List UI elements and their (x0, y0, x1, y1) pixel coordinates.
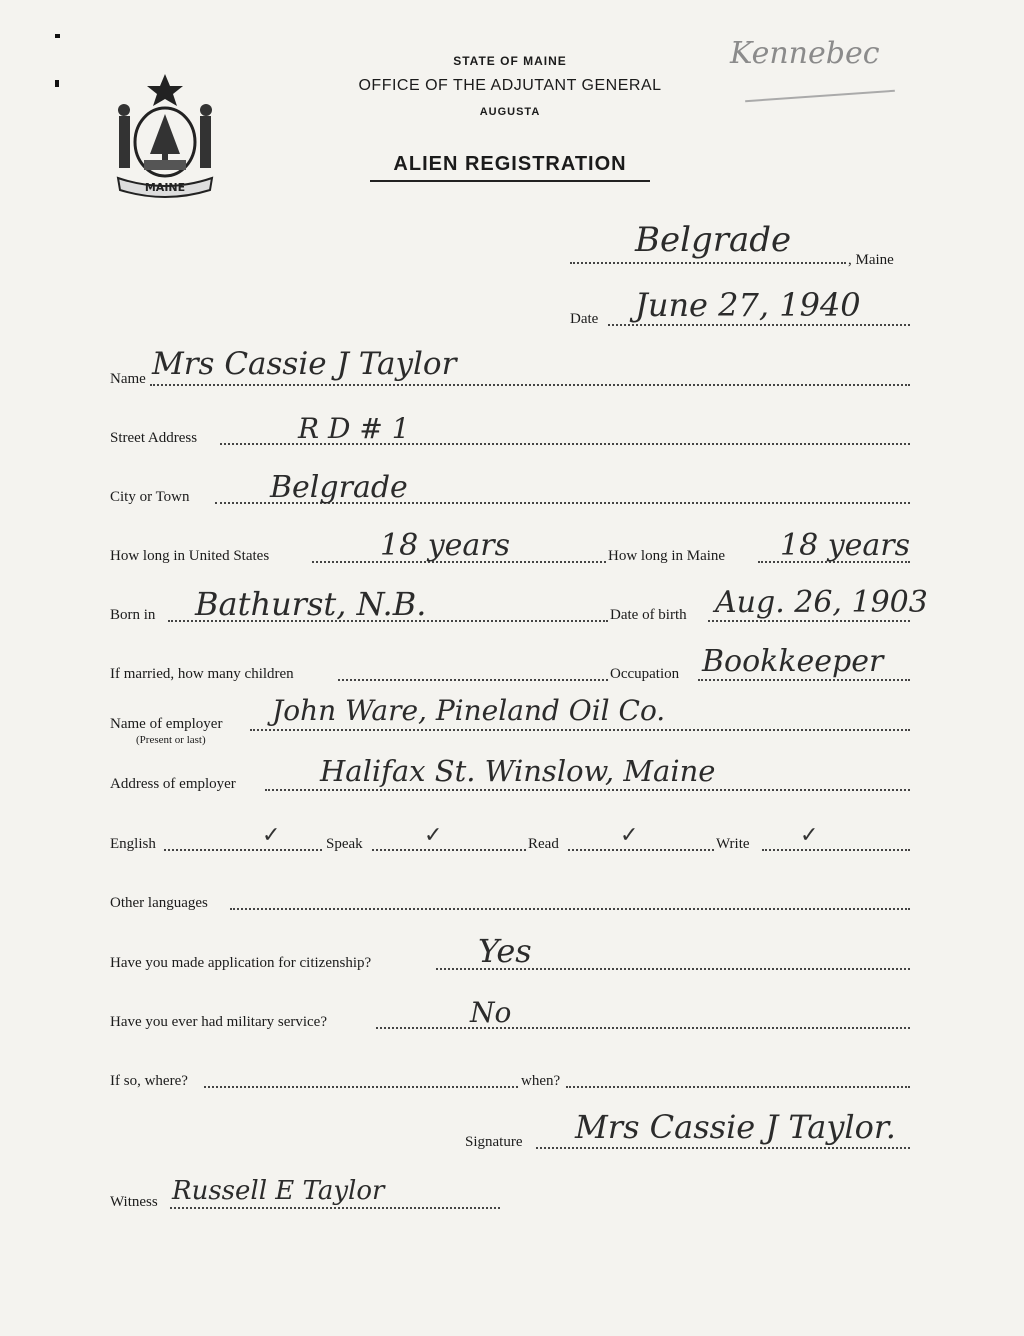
where-label: If so, where? (110, 1073, 188, 1089)
born-value: Bathurst, N.B. (195, 585, 427, 623)
citizenship-label: Have you made application for citizenship? (110, 955, 372, 971)
speak-check: ✓ (424, 822, 443, 847)
employer-address-value: Halifax St. Winslow, Maine (320, 754, 716, 788)
english-label: English (110, 836, 156, 852)
write-line (762, 849, 910, 851)
date-label: Date (570, 311, 599, 327)
state-heading: STATE OF MAINE (453, 54, 567, 68)
speak-label: Speak (326, 836, 363, 852)
date-value: June 27, 1940 (635, 286, 861, 324)
title-underline (370, 180, 650, 182)
occupation-line (698, 679, 910, 681)
employer-value: John Ware, Pineland Oil Co. (272, 694, 666, 727)
city-heading: AUGUSTA (479, 106, 541, 118)
employer-line (250, 729, 910, 731)
speak-line (372, 849, 526, 851)
witness-line (170, 1207, 500, 1209)
county-note: Kennebec (730, 36, 880, 71)
name-value: Mrs Cassie J Taylor (152, 346, 457, 382)
office-heading: OFFICE OF THE ADJUTANT GENERAL (358, 77, 662, 94)
street-value: R D # 1 (298, 412, 410, 445)
employer-address-label: Address of employer (110, 776, 236, 792)
seal-text: MAINE (144, 181, 186, 194)
signature-label: Signature (465, 1134, 523, 1150)
where-line (204, 1086, 518, 1088)
name-line (150, 384, 910, 386)
witness-label: Witness (110, 1194, 158, 1210)
us-length-value: 18 years (380, 528, 511, 563)
town-line (570, 262, 846, 264)
signature-value: Mrs Cassie J Taylor. (575, 1108, 896, 1146)
city-value: Belgrade (270, 470, 408, 505)
english-check: ✓ (262, 822, 281, 847)
scan-speck (55, 34, 60, 38)
employer-label: Name of employer (110, 716, 223, 732)
children-line (338, 679, 608, 681)
occupation-label: Occupation (610, 666, 680, 682)
county-underline (745, 90, 895, 102)
write-check: ✓ (800, 822, 819, 847)
born-label: Born in (110, 607, 156, 623)
form-title: ALIEN REGISTRATION (393, 153, 627, 175)
me-length-label: How long in Maine (608, 548, 726, 564)
when-label: when? (521, 1073, 561, 1089)
children-label: If married, how many children (110, 666, 294, 682)
date-line (608, 324, 910, 326)
read-line (568, 849, 714, 851)
write-label: Write (716, 836, 750, 852)
military-line (376, 1027, 910, 1029)
other-languages-line (230, 908, 910, 910)
signature-line (536, 1147, 910, 1149)
state-suffix: , Maine (848, 252, 894, 268)
me-length-value: 18 years (780, 528, 911, 563)
employer-sublabel: (Present or last) (136, 734, 206, 746)
scan-speck (55, 80, 59, 87)
dob-label: Date of birth (610, 607, 687, 623)
dob-value: Aug. 26, 1903 (715, 585, 928, 620)
read-label: Read (528, 836, 559, 852)
english-line (164, 849, 322, 851)
us-length-label: How long in United States (110, 548, 270, 564)
maine-seal-image (110, 70, 220, 200)
street-label: Street Address (110, 430, 198, 446)
military-label: Have you ever had military service? (110, 1014, 327, 1030)
citizenship-value: Yes (478, 932, 532, 970)
town-value: Belgrade (635, 220, 792, 260)
name-label: Name (110, 371, 146, 387)
other-languages-label: Other languages (110, 895, 208, 911)
military-value: No (470, 996, 512, 1029)
witness-value: Russell E Taylor (172, 1176, 385, 1206)
read-check: ✓ (620, 822, 639, 847)
city-label: City or Town (110, 489, 190, 505)
employer-address-line (265, 789, 910, 791)
occupation-value: Bookkeeper (702, 644, 884, 679)
when-line (566, 1086, 910, 1088)
dob-line (708, 620, 910, 622)
